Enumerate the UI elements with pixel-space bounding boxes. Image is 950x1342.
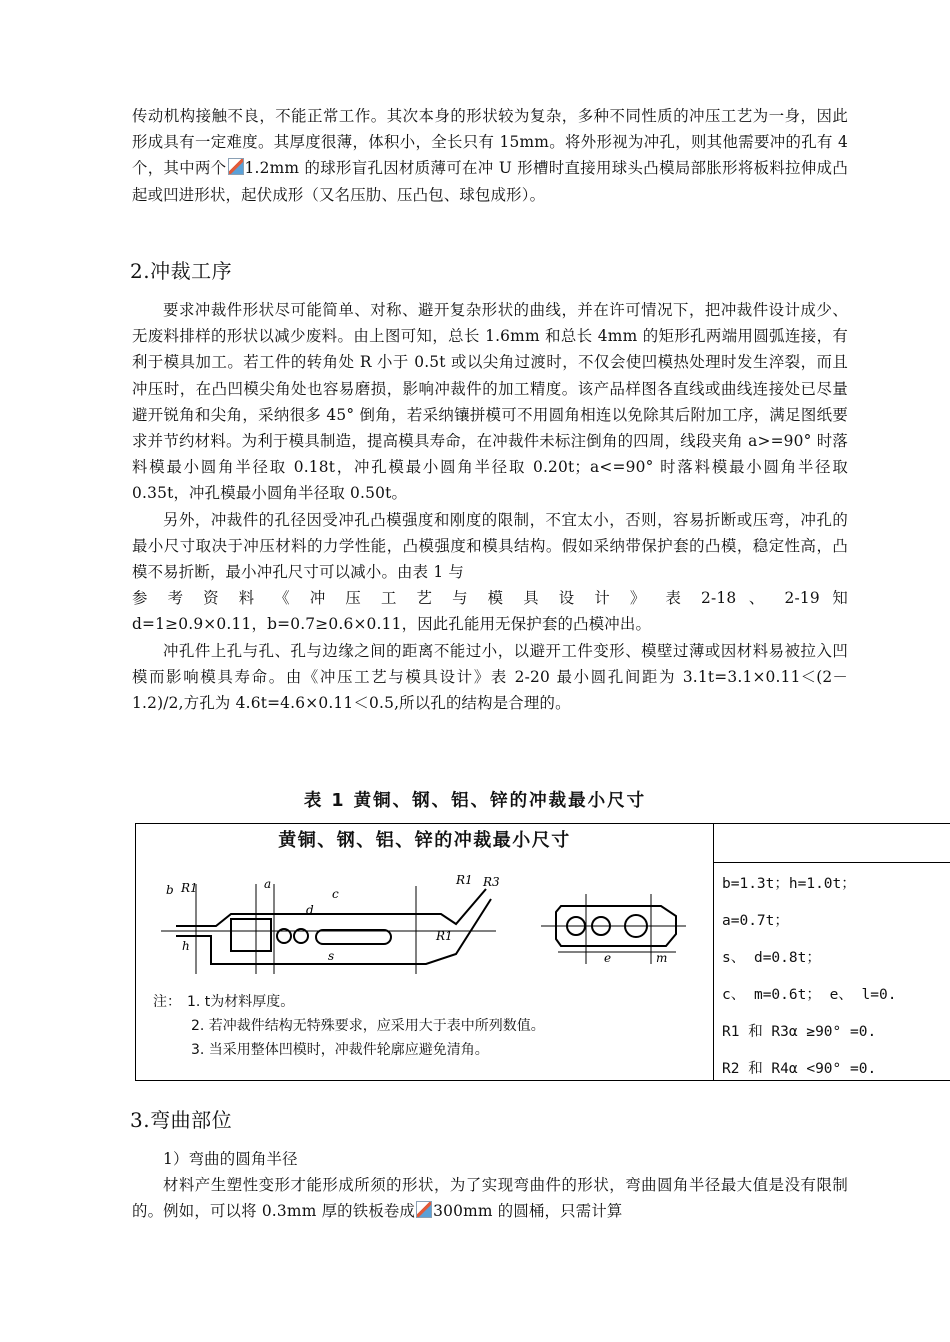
- min-size-table: [135, 823, 950, 1081]
- table-figure-cell: [136, 824, 714, 1080]
- drawing-label: m: [656, 951, 668, 965]
- drawing-label: s: [328, 949, 335, 963]
- spec-item: c、 m=0.6t； e、 l=0.: [722, 987, 897, 1003]
- spec-item: R1 和 R3α ≥90° =0.: [722, 1024, 877, 1040]
- section-2-paragraph-3: 冲孔件上孔与孔、孔与边缘之间的距离不能过小，以避开工件变形、模壁过薄或因材料易被拉入凹模而影响模具寿命。由《冲压工艺与模具设计》表 2-20 最小圆孔间距为 3.1t=3.1×0.11＜(2－1.2)/2,方孔为 4.6t=4.6×0.11＜0.5,所以孔的结构是合理的。: [132, 641, 848, 713]
- spec-item: R2 和 R4α <90° =0.: [722, 1061, 877, 1077]
- section-2-paragraph-2a: 另外，冲裁件的孔径因受冲孔凸模强度和刚度的限制，不宜太小，否则，容易折断或压弯，冲孔的最小尺寸取决于冲压材料的力学性能，凸模强度和模具结构。假如采纳带保护套的凸模，稳定性高，凸模不易折断，最小冲孔尺寸可以减小。由表 1 与: [132, 510, 848, 582]
- note-item: 1. t为材料厚度。: [187, 994, 295, 1010]
- table-inner-title: 黄铜、钢、铝、锌的冲裁最小尺寸: [278, 830, 571, 851]
- missing-image-icon: [228, 158, 244, 175]
- drawing-label: h: [182, 939, 190, 953]
- paragraph-top-text-2: 1.2mm 的球形盲孔因材质薄可在冲 U 形槽时直接用球头凸模局部胀形将板料拉伸成凸起或凹进形状，起伏成形（又名压肋、压凸包、球包成形）。: [132, 159, 848, 204]
- section-2-paragraph-1: 要求冲裁件形状尽可能简单、对称、避开复杂形状的曲线，并在许可情况下，把冲裁件设计成少、无废料排样的形状以减少废料。由上图可知，总长 1.6mm 和总长 4mm 的矩形孔两端用圆弧连接，有利于模具加工。若工件的转角处 R 小于 0.5t 或以尖角过渡时，不仅会使凹模热处理时发生淬裂，而且冲压时，在凸凹模尖角处也容易磨损，影响冲裁件的加工精度。该产品样图各直线或曲线连接处已尽量避开锐角和尖角，采纳很多 45° 倒角，若采纳镶拼模可不用圆角相连以免除其后附加工序，满足图纸要求并节约材料。为利于模具制造，提高模具寿命，在冲裁件未标注倒角的四周，线段夹角 a>=90° 时落料模最小圆角半径取 0.18t，冲孔模最小圆角半径取 0.20t；a<=90° 时落料模最小圆角半径取 0.35t，冲孔模最小圆角半径取 0.50t。: [132, 301, 848, 503]
- drawing-label: R1: [456, 873, 473, 887]
- drawing-label: b: [166, 883, 174, 897]
- part-drawing: [156, 864, 696, 989]
- drawing-label: c: [332, 887, 339, 901]
- drawing-label: R1: [436, 929, 453, 943]
- slot-hole: [316, 930, 391, 944]
- paragraph-top-text-1: 传动机构接触不良，不能正常工作。其次本身的形状较为复杂，多种不同性质的冲压工艺为一身，因此形成具有一定难度。其厚度很薄，体积小，全长只有 15mm。将外形视为冲孔，则其他需要冲的孔有 4 个，其中两个: [132, 107, 848, 178]
- section-heading-3: 3.弯曲部位: [130, 1108, 233, 1132]
- section-3-paragraph-1b: 300mm 的圆桶，只需计算: [433, 1202, 623, 1221]
- drawing-label: a: [264, 877, 272, 891]
- drawing-label: R1: [181, 881, 198, 895]
- table-caption: 表 1 黄铜、钢、铝、锌的冲裁最小尺寸: [303, 791, 647, 811]
- section-2-body: [132, 297, 848, 716]
- drawing-label: R3: [483, 875, 500, 889]
- drawing-label: e: [604, 951, 612, 965]
- section-2-paragraph-2b: 参 考 资 料 《 冲 压 工 艺 与 模 具 设 计 》 表 2-18 、 2-19 知: [132, 589, 848, 608]
- paragraph-top: [132, 103, 848, 208]
- note-item: 2. 若冲裁件结构无特殊要求，应采用大于表中所列数值。: [191, 1018, 545, 1034]
- table-right-header: [714, 824, 950, 863]
- section-heading-2: 2.冲裁工序: [130, 259, 233, 283]
- section-3-paragraph-1a: 材料产生塑性变形才能形成所须的形状，为了实现弯曲件的形状，弯曲圆角半径最大值是没有限制的。例如，可以将 0.3mm 厚的铁板卷成: [132, 1176, 848, 1221]
- spec-list: [722, 862, 950, 1088]
- square-hole: [231, 919, 271, 951]
- drawing-label: d: [306, 903, 314, 917]
- missing-image-icon: [416, 1201, 432, 1218]
- section-2-paragraph-2c: d=1≥0.9×0.11，b=0.7≥0.6×0.11，因此孔能用无保护套的凸模冲出。: [132, 615, 652, 634]
- spec-item: b=1.3t；h=1.0t；: [722, 876, 856, 892]
- note-item: 3. 当采用整体凹模时，冲裁件轮廓应避免清角。: [191, 1042, 489, 1058]
- part-outline-top: [176, 889, 486, 926]
- section-3-subheading: 1）弯曲的圆角半径: [163, 1150, 298, 1168]
- table-notes: [153, 990, 545, 1062]
- spec-item: a=0.7t；: [722, 913, 789, 929]
- section-3-body: [132, 1146, 848, 1225]
- notes-label: 注：: [153, 994, 181, 1010]
- spec-item: s、 d=0.8t；: [722, 950, 821, 966]
